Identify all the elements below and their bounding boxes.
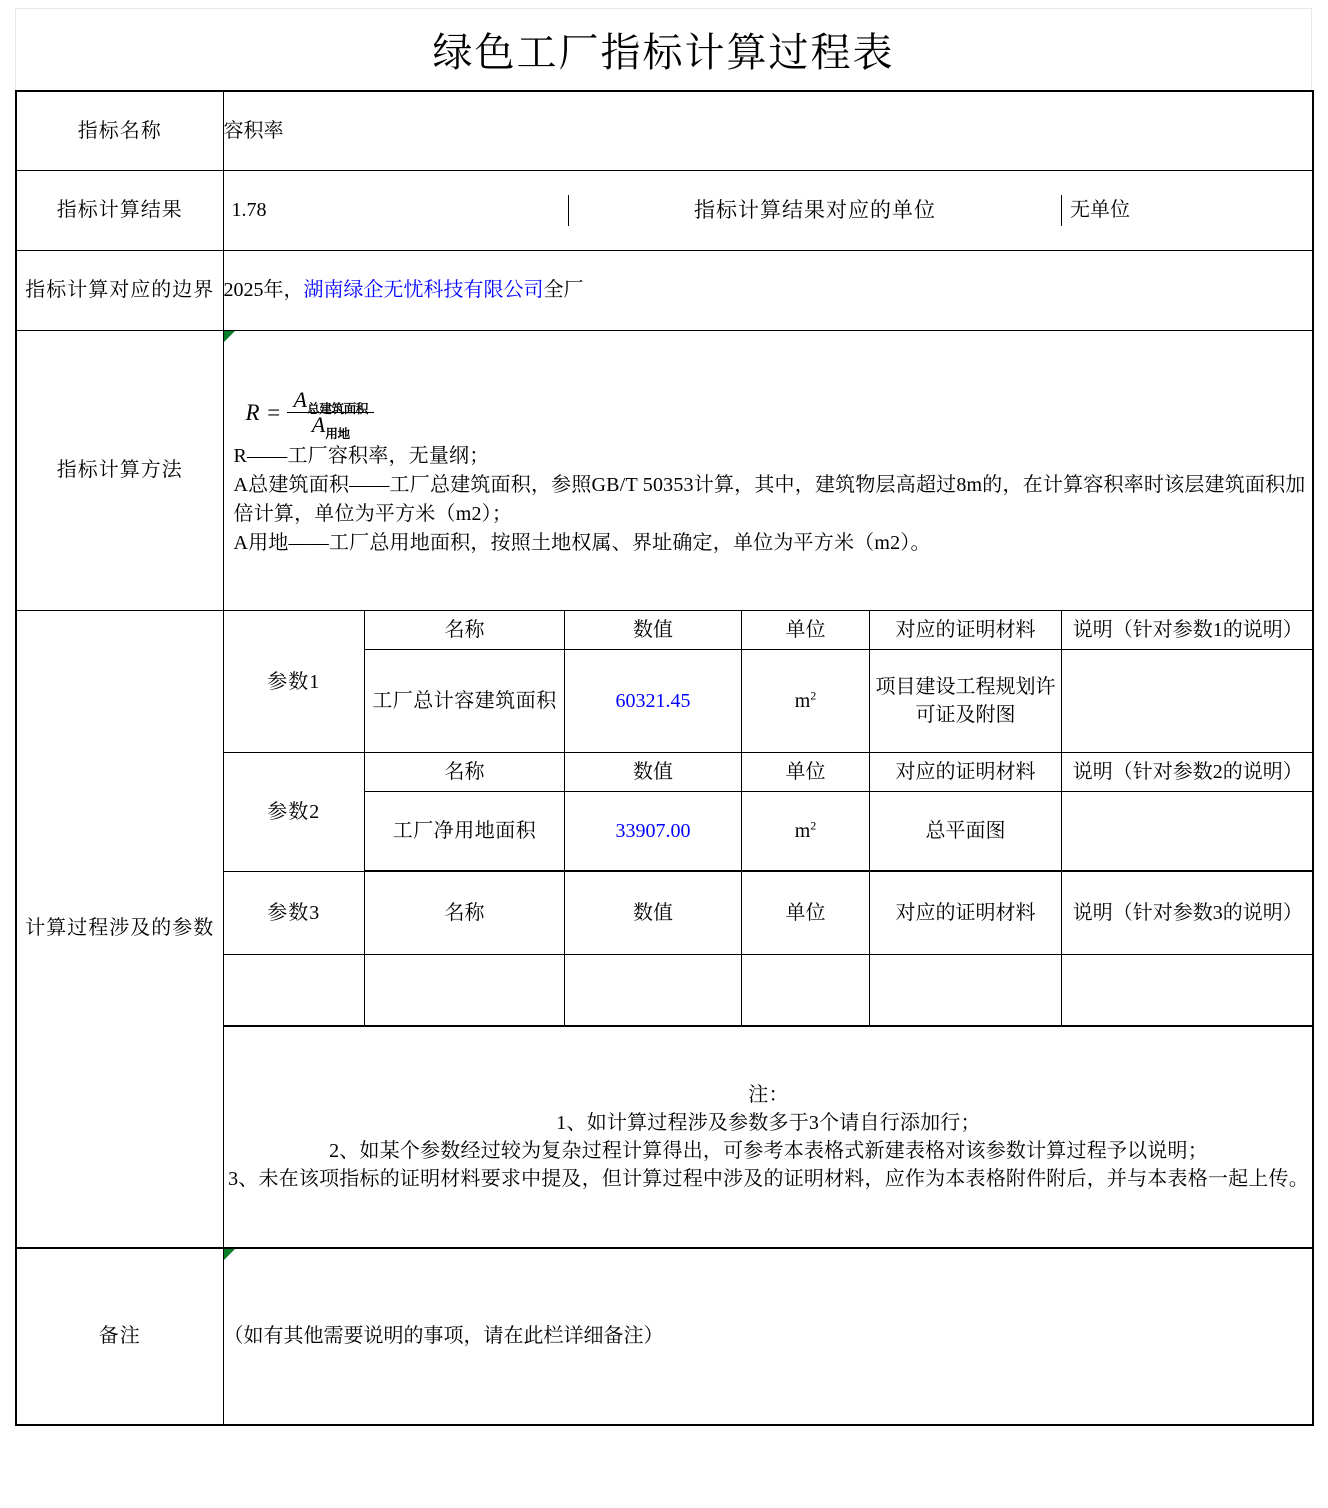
param-evidence-1[interactable]: 项目建设工程规划许可证及附图 bbox=[870, 650, 1062, 753]
formula-numerator-symbol: A bbox=[293, 387, 308, 412]
param-tag-3: 参数3 bbox=[224, 871, 365, 954]
formula-fraction bbox=[287, 387, 374, 441]
param-header-row-1 bbox=[224, 611, 1314, 650]
notes-item-3: 3、未在该项指标的证明材料要求中提及，但计算过程中涉及的证明材料，应作为本表格附件附后，并与本表格一起上传。 bbox=[228, 1167, 1309, 1190]
param-note-2[interactable] bbox=[1062, 792, 1314, 872]
parameters-block bbox=[223, 611, 1313, 1248]
param-tag-2: 参数2 bbox=[224, 753, 365, 872]
param-tag-1: 参数1 bbox=[224, 611, 365, 753]
param-data-row-1 bbox=[224, 650, 1314, 753]
boundary-prefix: 2025年， bbox=[223, 279, 304, 301]
notes-block[interactable] bbox=[224, 1026, 1314, 1247]
table-row-method bbox=[16, 331, 1313, 611]
param-col-header-note-1: 说明（针对参数1的说明） bbox=[1062, 611, 1314, 650]
comment-indicator-icon bbox=[224, 331, 235, 342]
comment-indicator-icon-remark bbox=[224, 1249, 235, 1260]
param-unit-base-1: m bbox=[794, 690, 811, 712]
method-line-land-area: A用地——工厂总用地面积，按照土地权属、界址确定，单位为平方米（m2）。 bbox=[233, 532, 931, 554]
label-indicator-result: 指标计算结果 bbox=[16, 171, 223, 251]
param-data-row-2 bbox=[224, 792, 1314, 872]
param-tag-empty-3[interactable] bbox=[224, 954, 365, 1026]
main-table bbox=[15, 90, 1314, 1426]
param-data-row-3 bbox=[224, 954, 1314, 1026]
formula-denominator bbox=[306, 412, 356, 441]
label-parameters-text: 计算过程涉及的参数 bbox=[25, 917, 215, 940]
formula-denominator-subscript: 用地 bbox=[325, 426, 350, 441]
page-title: 绿色工厂指标计算过程表 bbox=[432, 30, 895, 75]
label-method: 指标计算方法 bbox=[16, 331, 223, 611]
param-col-header-value-1: 数值 bbox=[565, 611, 742, 650]
param-unit-1[interactable] bbox=[742, 650, 870, 753]
method-line-r: R——工厂容积率，无量纲； bbox=[233, 445, 490, 467]
param-unit-3[interactable] bbox=[742, 954, 870, 1026]
param-evidence-3[interactable] bbox=[870, 954, 1062, 1026]
param-unit-sup-1: 2 bbox=[810, 688, 817, 703]
param-name-2[interactable]: 工厂净用地面积 bbox=[365, 792, 565, 872]
value-indicator-name[interactable]: 容积率 bbox=[223, 91, 1313, 171]
param-col-header-evidence-1: 对应的证明材料 bbox=[870, 611, 1062, 650]
param-col-header-note-2: 说明（针对参数2的说明） bbox=[1062, 753, 1314, 792]
value-boundary[interactable] bbox=[223, 251, 1313, 331]
table-row-remark bbox=[16, 1248, 1313, 1425]
param-col-header-name-3: 名称 bbox=[365, 871, 565, 954]
notes-row bbox=[224, 1026, 1314, 1247]
table-row-parameters bbox=[16, 611, 1313, 1248]
parameters-table bbox=[224, 611, 1314, 1247]
formula-numerator bbox=[287, 387, 374, 416]
param-col-header-evidence-2: 对应的证明材料 bbox=[870, 753, 1062, 792]
table-row-indicator-result bbox=[16, 171, 1313, 251]
param-col-header-value-3: 数值 bbox=[565, 871, 742, 954]
label-parameters bbox=[16, 611, 223, 1248]
boundary-company-name: 湖南绿企无忧科技有限公司 bbox=[303, 279, 544, 301]
param-col-header-unit-2: 单位 bbox=[742, 753, 870, 792]
formula-denominator-symbol: A bbox=[311, 412, 326, 437]
param-header-row-3 bbox=[224, 871, 1314, 954]
method-line-total-area: A总建筑面积——工厂总建筑面积，参照GB/T 50353计算，其中，建筑物层高超过8m的，在计算容积率时该层建筑面积加倍计算，单位为平方米（m2）； bbox=[233, 474, 1306, 525]
indicator-result-group bbox=[223, 171, 1313, 251]
param-col-header-note-3: 说明（针对参数3的说明） bbox=[1062, 871, 1314, 954]
formula-volume-ratio bbox=[245, 387, 375, 441]
label-boundary-text: 指标计算对应的边界 bbox=[25, 279, 215, 301]
param-col-header-evidence-3: 对应的证明材料 bbox=[870, 871, 1062, 954]
param-col-header-unit-3: 单位 bbox=[742, 871, 870, 954]
param-evidence-2[interactable]: 总平面图 bbox=[870, 792, 1062, 872]
value-method[interactable] bbox=[223, 331, 1313, 611]
value-indicator-result[interactable]: 1.78 bbox=[224, 195, 569, 225]
param-value-1[interactable]: 60321.45 bbox=[565, 650, 742, 753]
value-remark[interactable] bbox=[223, 1248, 1313, 1425]
param-header-row-2 bbox=[224, 753, 1314, 792]
param-col-header-value-2: 数值 bbox=[565, 753, 742, 792]
formula-numerator-subscript: 总建筑面积 bbox=[307, 401, 369, 416]
value-indicator-result-unit[interactable]: 无单位 bbox=[1070, 199, 1130, 221]
param-note-1[interactable] bbox=[1062, 650, 1314, 753]
param-name-3[interactable] bbox=[365, 954, 565, 1026]
label-indicator-name: 指标名称 bbox=[16, 91, 223, 171]
param-unit-sup-2: 2 bbox=[810, 818, 817, 833]
notes-item-2: 2、如某个参数经过较为复杂过程计算得出，可参考本表格式新建表格对该参数计算过程予以说明； bbox=[329, 1139, 1208, 1162]
label-indicator-result-unit: 指标计算结果对应的单位 bbox=[569, 195, 1062, 225]
param-col-header-name-1: 名称 bbox=[365, 611, 565, 650]
method-description bbox=[224, 442, 1313, 558]
param-value-2[interactable]: 33907.00 bbox=[565, 792, 742, 872]
param-name-1[interactable]: 工厂总计容建筑面积 bbox=[365, 650, 565, 753]
title-band bbox=[15, 8, 1312, 90]
param-value-3[interactable] bbox=[565, 954, 742, 1026]
formula-lhs: R bbox=[245, 399, 260, 425]
label-boundary bbox=[16, 251, 223, 331]
table-row-boundary bbox=[16, 251, 1313, 331]
param-col-header-name-2: 名称 bbox=[365, 753, 565, 792]
boundary-suffix: 全厂 bbox=[543, 279, 584, 301]
notes-item-1: 1、如计算过程涉及参数多于3个请自行添加行； bbox=[556, 1111, 981, 1134]
param-unit-base-2: m bbox=[794, 820, 811, 842]
table-row-indicator-name bbox=[16, 91, 1313, 171]
remark-placeholder-text: （如有其他需要说明的事项，请在此栏详细备注） bbox=[223, 1324, 664, 1347]
param-col-header-unit-1: 单位 bbox=[742, 611, 870, 650]
notes-title: 注： bbox=[748, 1083, 789, 1106]
formula-equals: = bbox=[265, 399, 282, 425]
param-note-3[interactable] bbox=[1062, 954, 1314, 1026]
label-remark: 备注 bbox=[16, 1248, 223, 1425]
param-unit-2[interactable] bbox=[742, 792, 870, 872]
